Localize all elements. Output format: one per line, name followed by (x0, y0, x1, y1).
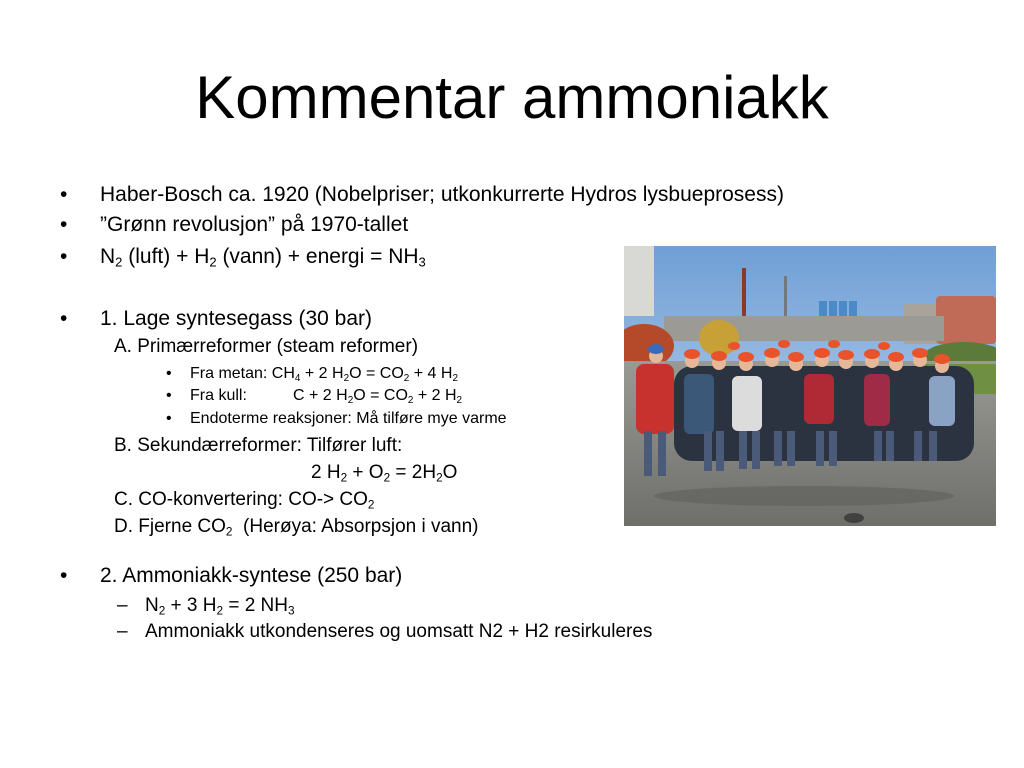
bullet-text: ”Grønn revolusjon” på 1970-tallet (100, 213, 409, 236)
bullet-marker: • (60, 564, 68, 587)
bullet-text: Ammoniakk utkondenseres og uomsatt N2 + H2 resirkuleres (145, 621, 653, 642)
dash-marker: – (117, 621, 128, 642)
bullet-text: Fra kull: (190, 387, 247, 404)
reaction-equation: Fra metan: $CH_4 + 2$ $H_2O = CO_2 + 4$ $H_2$ (190, 365, 458, 384)
reaction-equation: C + 2 $H_2O = CO_2 + 2$ $H_2$ (293, 387, 463, 406)
group-photo-illustration (624, 246, 996, 526)
sub-heading: A. Primærreformer (steam reformer) (114, 336, 419, 357)
bullet-marker: • (60, 307, 68, 330)
slide-title: Kommentar ammoniakk (195, 64, 829, 131)
bullet-text: Endoterme reaksjoner: Må tilføre mye varme (190, 410, 507, 427)
bullet-text: 1. Lage syntesegass (30 bar) (100, 307, 372, 330)
bullet-marker: • (60, 183, 68, 206)
sub-heading: B. Sekundærreformer: Tilfører luft: (114, 435, 403, 456)
bullet-marker: • (166, 387, 172, 404)
bullet-marker: • (166, 410, 172, 427)
dash-marker: – (117, 595, 128, 616)
bullet-text: Haber-Bosch ca. 1920 (Nobelpriser; utkonkurrerte Hydros lysbueprosess) (100, 183, 784, 206)
sub-heading: D. Fjerne $CO_2$ (Herøya: Absorpsjon i vann) (114, 516, 479, 539)
reaction-equation: $N_2 + 3$ $H_2 = 2$ $NH_3$ (145, 595, 295, 618)
sub-heading: C. CO-konvertering: $CO-> CO_2$ (114, 489, 375, 512)
reaction-equation: 2 $H_2 + O_2 = 2H_2O$ (311, 462, 458, 485)
bullet-marker: • (60, 245, 68, 268)
bullet-marker: • (60, 213, 68, 236)
bullet-marker: • (166, 365, 172, 382)
bullet-text: 2. Ammoniakk-syntese (250 bar) (100, 564, 403, 587)
reaction-equation: $N_2$ (luft) + $H_2$ (vann) + energi = $NH_3$ (100, 245, 426, 270)
group-photo (624, 246, 996, 526)
